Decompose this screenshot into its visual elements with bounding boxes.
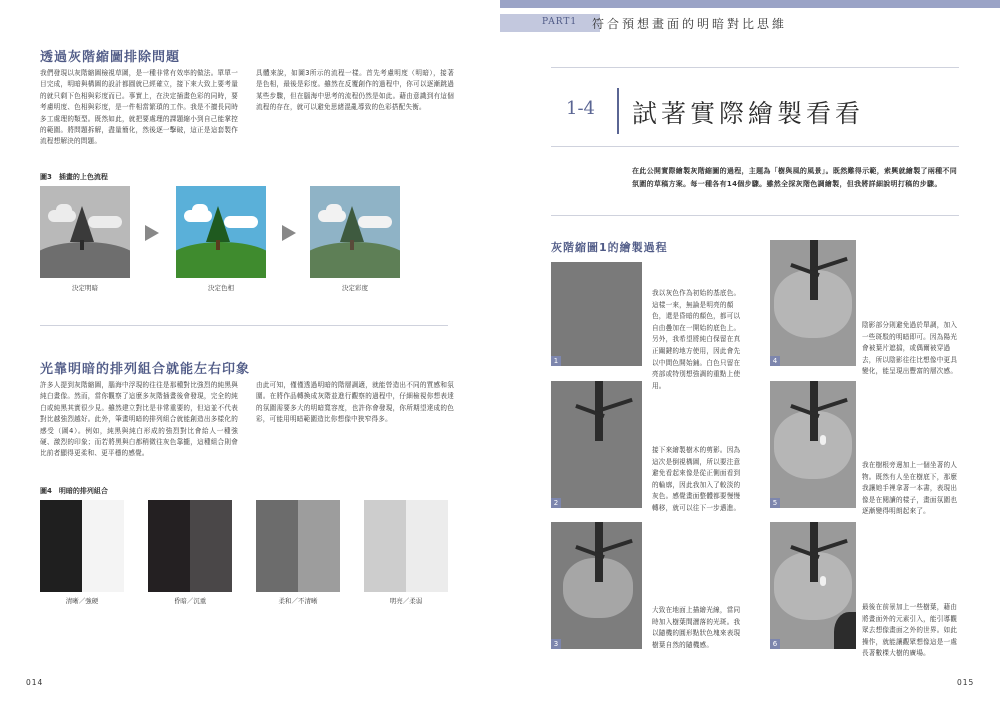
section2-heading: 光靠明暗的排列組合就能左右印象	[40, 362, 251, 377]
chapter-rule-bottom	[551, 146, 959, 147]
fig4-caption-2: 昏暗／沉重	[173, 597, 207, 605]
chapter-title: 試著實際繪製看看	[632, 99, 865, 128]
fig4-caption-1: 清晰／強硬	[65, 597, 99, 605]
step-6-number: 6	[770, 639, 780, 649]
fig3-caption-1: 決定明暗	[72, 284, 98, 292]
fig4-swatch-clear	[40, 500, 124, 592]
fig4-caption-4: 明亮／柔弱	[389, 597, 423, 605]
section1-col2: 具體來說，如圖3所示的流程一樣。首先考慮明度（明暗），接著是色相，最後是彩度。雖然在反覆創作的過程中，你可以逐漸跳過某些步驟，但在腦海中思考的流程仍然是如此。藉由意識到有這個流程的存在，就可以避免思緒混亂導致的色彩搭配失衡。	[256, 69, 454, 112]
chapter-rule-top	[551, 67, 959, 68]
step-3-number: 3	[551, 639, 561, 649]
step-2-text: 接下來繪製樹木的剪影。因為這次是倒視構圖，所以要注意避免看起來像是從正側面看到的輪廓，因此我加入了較淡的灰色。感覺畫面整體都要慢慢轉移，就可以往下一步邁進。	[652, 446, 741, 512]
step-3-image	[551, 522, 642, 649]
page-number-right: 015	[957, 678, 975, 687]
fig4-swatch-bright	[364, 500, 448, 592]
section1-heading: 透過灰階縮圖排除問題	[40, 50, 181, 65]
step-5-text: 我在樹根旁邊加上一個坐著的人物。既然有人坐在樹底下，那麼我讓她手裡拿著一本書，表現出像是在閱讀的樣子，畫面氛圍也逐漸變得明朗起來了。	[862, 461, 958, 516]
fig3-thumb-grayscale	[40, 186, 130, 278]
step-5-image	[770, 381, 856, 508]
section1-col1: 我們發現以灰階縮圖檢視草圖，是一種非常有效率的做法。單單一目完成，明暗與構圖的設計都圓就已經確立，接下來大致上要考量的就只剩下色相與彩度而已。事實上，在決定插畫色彩的同時，要考慮明度、色相與彩度，是一件相當繁瑣的工作。我是不擅長同時多工處理的類型。既然如此，就把要處理的課題縮小到自己能掌控的範圍。將問題拆解，盡量簡化，然後逐一擊破，這正是這套製作流程想解決的問題。	[40, 69, 238, 146]
fig4-label: 圖4 明暗的排列組合	[40, 487, 108, 495]
subheading: 灰階縮圖1的繪製過程	[551, 241, 668, 254]
header-title: 符合預想畫面的明暗對比思維	[592, 17, 788, 31]
section2-col2: 由此可知，僅僅透過明暗的階層調適，就能營造出不同的質感和氛圍。在將作品轉換成灰階並進行觀察的過程中，仔細檢視你想表達的氛圍需要多大的明暗寬容度，也許你會發現，你所期望達成的色彩，可能用明暗範圍造比你想像中狹窄得多。	[256, 381, 454, 424]
step-2-image	[551, 381, 642, 508]
chapter-number: 1-4	[566, 98, 595, 119]
step-3-text: 大致在地面上描繪光線，當同時加入樹葉間灑落的光斑。我以隨機的圓形點狀色塊來表現樹葉自然的隨機感。	[652, 606, 741, 649]
step-1-text: 我以灰色作為初始的基底色。這樣一來，無論是明亮的顏色，還是昏暗的顏色，都可以自由疊加在一開始的底色上。另外，我希望將純白保留在真正關鍵的地方使用，因此會先以中間色開始鋪。白色只留在亮部或特別想強調的重點上使用。	[652, 289, 741, 390]
step-6-text: 最後在前景加上一些樹葉，藉由將畫面外的元素引入，能引導觀眾去想像畫面之外的世界。如此操作，就能讓觀眾想像這是一處長著數棵大樹的廣場。	[862, 603, 958, 658]
chapter-divider	[617, 88, 619, 134]
step-2-number: 2	[551, 498, 561, 508]
step-4-number: 4	[770, 356, 780, 366]
step-6-image	[770, 522, 856, 649]
header-bar	[500, 0, 1000, 8]
step-5-number: 5	[770, 498, 780, 508]
page-number-left: 014	[26, 678, 44, 687]
fig3-label: 圖3 插畫的上色流程	[40, 173, 108, 181]
section2-col1: 許多人提到灰階縮圖，腦海中浮現的往往是那種對比強烈的純黑與純白畫像。然而，當你觀察了這麼多灰階插畫後會發現，完全的純白或純黑其實很少見。雖然建立對比是非常重要的，但這並不代表對比越強烈越好。此外，筆畫明暗的排列組合就能創造出多樣化的感受（圖4）。例如，純黑與純白形成的強烈對比會給人一種強硬、激烈的印象；而若將黑與白都稍微往灰色靠攏，這種組合則會比前者顯得更柔和、更平穩的感覺。	[40, 381, 238, 458]
header-part: PART1	[542, 17, 578, 27]
fig4-caption-3: 柔和／不清晰	[278, 597, 318, 605]
step-1-image	[551, 262, 642, 366]
arrow-icon	[282, 225, 296, 241]
intro-rule	[551, 215, 959, 216]
divider	[40, 325, 448, 326]
fig3-thumb-hue	[176, 186, 266, 278]
arrow-icon	[145, 225, 159, 241]
step-4-text: 陰影部分則避免過於單調，加入一些斑駁的明暗即可。因為陽光會被葉片遮擋，或偶爾被穿過去，所以陰影往往比想像中更具變化，能呈現出豐富的層次感。	[862, 321, 958, 376]
fig3-thumb-saturation	[310, 186, 400, 278]
intro-text: 在此公開實際繪製灰階縮圖的過程，主題為「樹與風的風景」。既然難得示範，索興就繪製了兩種不同氛圍的草稿方案。每一種各有14個步驟。雖然全採灰階色調繪製，但我將詳細說明打稿的步驟。	[632, 167, 957, 188]
step-1-number: 1	[551, 356, 561, 366]
fig4-swatch-dark	[148, 500, 232, 592]
step-4-image	[770, 240, 856, 366]
fig4-swatch-soft	[256, 500, 340, 592]
fig3-caption-2: 決定色相	[208, 284, 234, 292]
fig3-caption-3: 決定彩度	[342, 284, 368, 292]
